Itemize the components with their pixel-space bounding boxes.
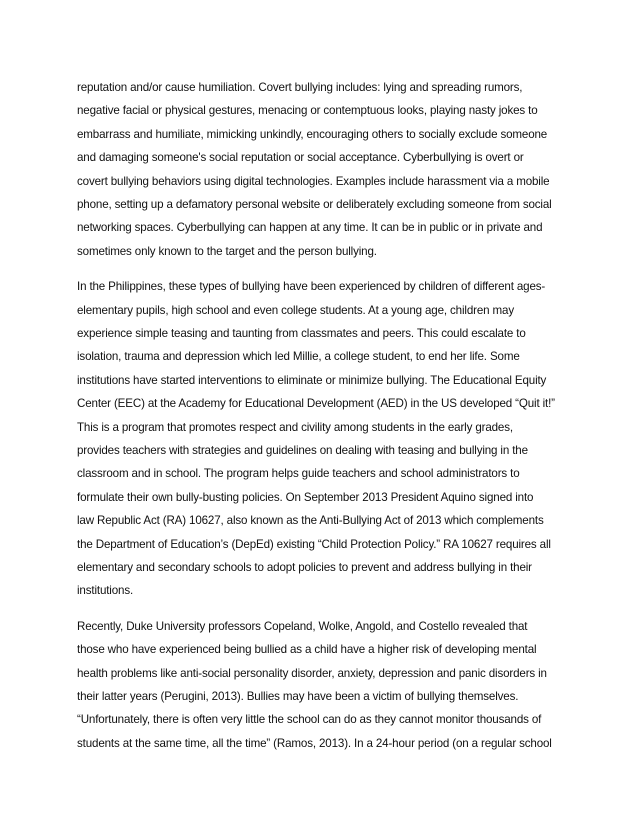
text-line: institutions. xyxy=(77,584,134,598)
text-line: law Republic Act (RA) 10627, also known as the Anti-Bullying Act of 2013 which complements xyxy=(77,514,544,528)
text-line: “Unfortunately, there is often very little the school can do as they cannot monitor thousands of xyxy=(77,713,542,727)
text-line: covert bullying behaviors using digital technologies. Examples include harassment via a mobile xyxy=(77,174,550,188)
text-line: Recently, Duke University professors Copeland, Wolke, Angold, and Costello revealed that xyxy=(77,619,528,633)
text-line: institutions have started interventions to eliminate or minimize bullying. The Educational Equity xyxy=(77,373,547,387)
text-line: formulate their own bully-busting policies. On September 2013 President Aquino signed into xyxy=(77,490,534,504)
text-line: those who have experienced being bullied as a child have a higher risk of developing mental xyxy=(77,643,537,657)
text-line: the Department of Education’s (DepEd) existing “Child Protection Policy.” RA 10627 requires all xyxy=(77,537,551,551)
text-line: classroom and in school. The program helps guide teachers and school administrators to xyxy=(77,467,520,481)
text-line: their latter years (Perugini, 2013). Bullies may have been a victim of bullying themselves. xyxy=(77,690,519,703)
text-line: elementary and secondary schools to adopt policies to prevent and address bullying in their xyxy=(77,561,532,574)
text-line: In the Philippines, these types of bullying have been experienced by children of different ages- xyxy=(77,280,546,294)
text-line: provides teachers with strategies and guidelines on dealing with teasing and bullying in the xyxy=(77,444,528,457)
text-line: students at the same time, all the time” (Ramos, 2013). In a 24-hour period (on a regular school xyxy=(77,736,552,750)
text-line: networking spaces. Cyberbullying can happen at any time. It can be in public or in private and xyxy=(77,221,543,235)
text-line: reputation and/or cause humiliation. Covert bullying includes: lying and spreading rumors, xyxy=(77,81,523,94)
text-line: phone, setting up a defamatory personal website or deliberately excluding someone from social xyxy=(77,198,552,211)
text-line: elementary pupils, high school and even college students. At a young age, children may xyxy=(77,303,514,317)
text-line: negative facial or physical gestures, menacing or contemptuous looks, playing nasty jokes to xyxy=(77,104,538,118)
text-line: and damaging someone's social reputation or social acceptance. Cyberbullying is overt or xyxy=(77,151,524,165)
text-line: Center (EEC) at the Academy for Educational Development (AED) in the US developed “Quit it!” xyxy=(77,397,555,411)
text-line: sometimes only known to the target and the person bullying. xyxy=(77,244,377,258)
text-line: This is a program that promotes respect and civility among students in the early grades, xyxy=(77,420,513,434)
text-line: isolation, trauma and depression which led Millie, a college student, to end her life. Some xyxy=(77,350,520,364)
text-line: experience simple teasing and taunting from classmates and peers. This could escalate to xyxy=(77,327,526,340)
text-line: health problems like anti-social personality disorder, anxiety, depression and panic disorders in xyxy=(77,666,547,680)
text-line: embarrass and humiliate, mimicking unkindly, encouraging others to socially exclude someone xyxy=(77,127,548,141)
